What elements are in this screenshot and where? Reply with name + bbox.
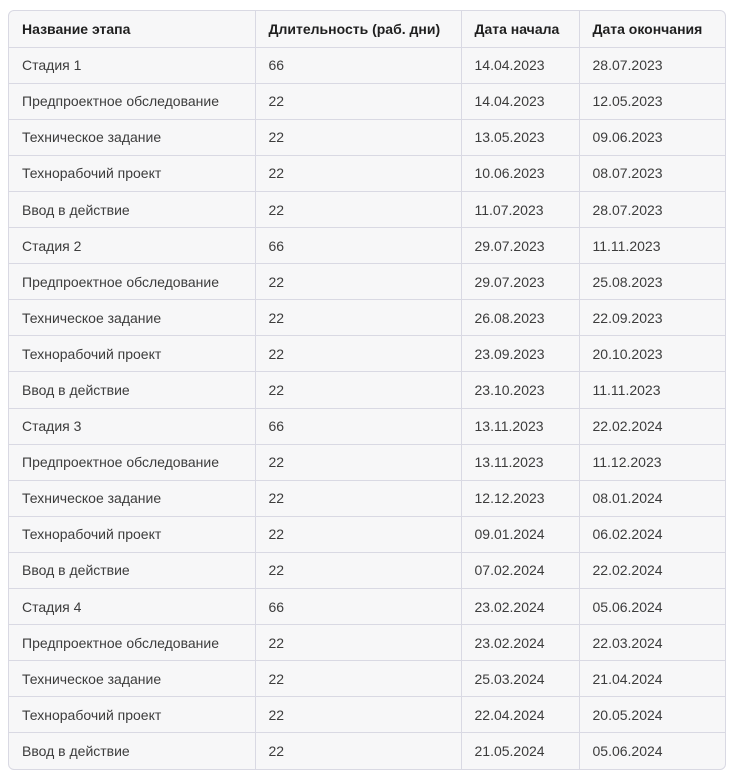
cell-end-date: 25.08.2023 bbox=[579, 264, 725, 300]
table-row bbox=[9, 83, 725, 119]
table-row bbox=[9, 155, 725, 191]
cell-end-date: 22.02.2024 bbox=[579, 408, 725, 444]
header-duration: Длительность (раб. дни) bbox=[255, 11, 461, 47]
header-end-date: Дата окончания bbox=[579, 11, 725, 47]
cell-duration: 22 bbox=[255, 155, 461, 191]
stages-table-container bbox=[8, 10, 726, 770]
cell-end-date: 06.02.2024 bbox=[579, 516, 725, 552]
cell-stage-name: Предпроектное обследование bbox=[9, 83, 255, 119]
cell-start-date: 14.04.2023 bbox=[461, 47, 579, 83]
cell-stage-name: Предпроектное обследование bbox=[9, 444, 255, 480]
table-row bbox=[9, 300, 725, 336]
cell-start-date: 29.07.2023 bbox=[461, 228, 579, 264]
cell-end-date: 05.06.2024 bbox=[592, 743, 663, 760]
table-row bbox=[9, 661, 725, 697]
header-row bbox=[9, 11, 725, 47]
cell-duration: 66 bbox=[255, 408, 461, 444]
cell-stage-name: Ввод в действие bbox=[9, 191, 255, 227]
cell-start-date: 13.11.2023 bbox=[461, 408, 579, 444]
table-row bbox=[9, 336, 725, 372]
cell-stage-name: Предпроектное обследование bbox=[9, 264, 255, 300]
cell-end-date: 08.01.2024 bbox=[579, 480, 725, 516]
table-row bbox=[9, 372, 725, 408]
cell-start-date: 23.10.2023 bbox=[461, 372, 579, 408]
table-row bbox=[9, 228, 725, 264]
cell-duration: 22 bbox=[255, 83, 461, 119]
table-row bbox=[9, 408, 725, 444]
cell-stage-name: Стадия 3 bbox=[9, 408, 255, 444]
table-body bbox=[9, 47, 725, 769]
stages-table bbox=[9, 11, 725, 769]
cell-start-date: 29.07.2023 bbox=[461, 264, 579, 300]
cell-duration: 22 bbox=[255, 300, 461, 336]
cell-end-date: 11.12.2023 bbox=[579, 444, 725, 480]
cell-stage-name: Стадия 4 bbox=[9, 589, 255, 625]
header-stage-name: Название этапа bbox=[9, 11, 255, 47]
cell-duration: 66 bbox=[255, 47, 461, 83]
cell-start-date: 12.12.2023 bbox=[461, 480, 579, 516]
cell-duration: 22 bbox=[255, 480, 461, 516]
cell-end-date: 11.11.2023 bbox=[579, 228, 725, 264]
cell-stage-name: Техническое задание bbox=[9, 300, 255, 336]
cell-duration: 22 bbox=[255, 733, 461, 769]
cell-stage-name: Техническое задание bbox=[9, 661, 255, 697]
cell-end-date: 20.05.2024 bbox=[579, 697, 725, 733]
cell-end-date: 08.07.2023 bbox=[579, 155, 725, 191]
cell-start-date: 09.01.2024 bbox=[461, 516, 579, 552]
cell-end-date: 22.09.2023 bbox=[579, 300, 725, 336]
cell-start-date: 23.02.2024 bbox=[461, 589, 579, 625]
table-row bbox=[9, 444, 725, 480]
cell-stage-name: Стадия 1 bbox=[9, 47, 255, 83]
cell-end-date: 05.06.2024 bbox=[579, 589, 725, 625]
cell-end-date: 28.07.2023 bbox=[579, 47, 725, 83]
cell-end-date: 22.02.2024 bbox=[579, 552, 725, 588]
cell-start-date: 07.02.2024 bbox=[461, 552, 579, 588]
cell-duration: 22 bbox=[255, 264, 461, 300]
table-row bbox=[9, 119, 725, 155]
cell-start-date: 11.07.2023 bbox=[461, 191, 579, 227]
cell-duration: 66 bbox=[255, 228, 461, 264]
cell-start-date: 21.05.2024 bbox=[461, 733, 579, 769]
table-row bbox=[9, 191, 725, 227]
cell-end-date: 21.04.2024 bbox=[579, 661, 725, 697]
table-row bbox=[9, 733, 725, 769]
cell-stage-name: Ввод в действие bbox=[9, 733, 255, 769]
header-start-date: Дата начала bbox=[461, 11, 579, 47]
cell-start-date: 26.08.2023 bbox=[461, 300, 579, 336]
cell-start-date: 22.04.2024 bbox=[461, 697, 579, 733]
cell-stage-name: Технорабочий проект bbox=[9, 697, 255, 733]
cell-end-date: 20.10.2023 bbox=[579, 336, 725, 372]
cell-duration: 22 bbox=[255, 661, 461, 697]
cell-end-date: 22.03.2024 bbox=[579, 625, 725, 661]
cell-end-date: 28.07.2023 bbox=[579, 191, 725, 227]
cell-duration: 66 bbox=[255, 589, 461, 625]
cell-duration: 22 bbox=[255, 191, 461, 227]
cell-duration: 22 bbox=[255, 552, 461, 588]
cell-duration: 22 bbox=[255, 697, 461, 733]
cell-start-date: 13.11.2023 bbox=[461, 444, 579, 480]
table-row bbox=[9, 589, 725, 625]
cell-start-date: 10.06.2023 bbox=[461, 155, 579, 191]
table-row bbox=[9, 625, 725, 661]
cell-stage-name: Технорабочий проект bbox=[9, 155, 255, 191]
cell-duration: 22 bbox=[255, 625, 461, 661]
cell-stage-name: Техническое задание bbox=[9, 480, 255, 516]
cell-end-date: 12.05.2023 bbox=[579, 83, 725, 119]
table-row bbox=[9, 552, 725, 588]
cell-duration: 22 bbox=[255, 372, 461, 408]
cell-end-date: 11.11.2023 bbox=[579, 372, 725, 408]
cell-stage-name: Предпроектное обследование bbox=[9, 625, 255, 661]
cell-stage-name: Техническое задание bbox=[9, 119, 255, 155]
cell-duration: 22 bbox=[255, 516, 461, 552]
table-row bbox=[9, 516, 725, 552]
table-header bbox=[9, 11, 725, 47]
cell-duration: 22 bbox=[255, 119, 461, 155]
cell-duration: 22 bbox=[255, 444, 461, 480]
cell-duration: 22 bbox=[255, 336, 461, 372]
cell-start-date: 23.09.2023 bbox=[461, 336, 579, 372]
cell-stage-name: Ввод в действие bbox=[9, 552, 255, 588]
cell-start-date: 13.05.2023 bbox=[461, 119, 579, 155]
cell-stage-name: Технорабочий проект bbox=[9, 336, 255, 372]
cell-end-date: 09.06.2023 bbox=[579, 119, 725, 155]
table-row bbox=[9, 47, 725, 83]
table-row bbox=[9, 264, 725, 300]
cell-stage-name: Ввод в действие bbox=[9, 372, 255, 408]
table-row bbox=[9, 697, 725, 733]
cell-stage-name: Технорабочий проект bbox=[9, 516, 255, 552]
cell-start-date: 14.04.2023 bbox=[461, 83, 579, 119]
cell-stage-name: Стадия 2 bbox=[9, 228, 255, 264]
cell-start-date: 23.02.2024 bbox=[461, 625, 579, 661]
table-row bbox=[9, 480, 725, 516]
cell-start-date: 25.03.2024 bbox=[461, 661, 579, 697]
